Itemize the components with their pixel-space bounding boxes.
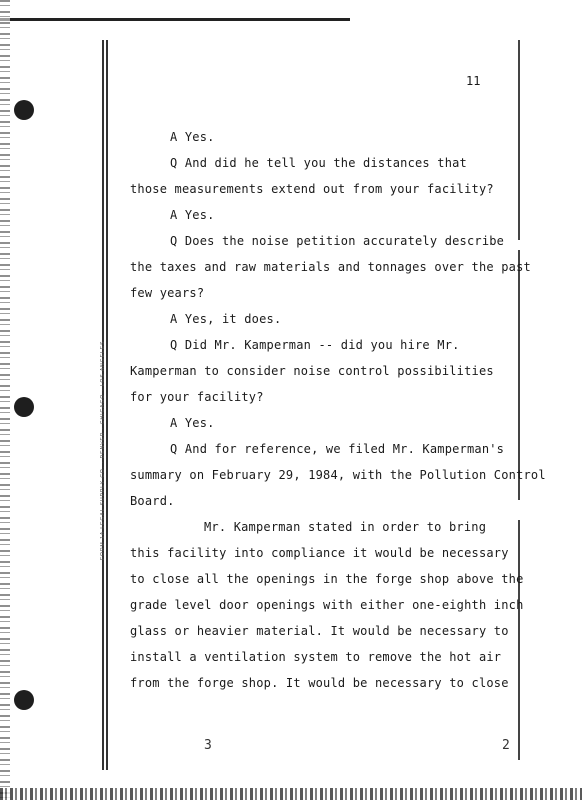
- transcript-line: A Yes, it does.: [170, 312, 282, 326]
- right-margin-line: [518, 520, 520, 760]
- transcript-line: few years?: [130, 286, 205, 300]
- transcript-line: for your facility?: [130, 390, 264, 404]
- transcript-line: Mr. Kamperman stated in order to bring: [204, 520, 487, 534]
- transcript-line: summary on February 29, 1984, with the Pollution Control: [130, 468, 546, 482]
- margin-line: [106, 40, 108, 770]
- transcript-line: Q Does the noise petition accurately describe: [170, 234, 505, 248]
- binder-hole-icon: [14, 397, 34, 417]
- margin-form-text: FORM 1A LEGAL SUPPLY CO. · DENVER · CHICAGO · LOS ANGELES: [100, 340, 106, 560]
- transcript-line: A Yes.: [170, 130, 215, 144]
- transcript-line: to close all the openings in the forge shop above the: [130, 572, 524, 586]
- binder-hole-icon: [14, 100, 34, 120]
- transcript-line: glass or heavier material. It would be necessary to: [130, 624, 509, 638]
- transcript-line: Board.: [130, 494, 175, 508]
- transcript-line: A Yes.: [170, 416, 215, 430]
- transcript-line: from the forge shop. It would be necessary to close: [130, 676, 509, 690]
- right-margin-line: [518, 40, 520, 240]
- binder-hole-icon: [14, 690, 34, 710]
- transcript-line: the taxes and raw materials and tonnages over the past: [130, 260, 531, 274]
- transcript-line: grade level door openings with either one-eighth inch: [130, 598, 524, 612]
- transcript-line: install a ventilation system to remove the hot air: [130, 650, 502, 664]
- transcript-line: Q And for reference, we filed Mr. Kamperman's: [170, 442, 505, 456]
- scan-edge-bottom: [0, 788, 582, 800]
- transcript-line: Q Did Mr. Kamperman -- did you hire Mr.: [170, 338, 460, 352]
- page-number: 11: [466, 74, 481, 88]
- transcript-line: Q And did he tell you the distances that: [170, 156, 467, 170]
- transcript-line: those measurements extend out from your facility?: [130, 182, 494, 196]
- right-margin-line: [518, 250, 520, 500]
- top-rule: [0, 18, 350, 21]
- transcript-line: A Yes.: [170, 208, 215, 222]
- footer-mark-right: 2: [502, 738, 510, 753]
- footer-mark-left: 3: [204, 738, 212, 753]
- transcript-line: this facility into compliance it would be necessary: [130, 546, 509, 560]
- scan-edge-left: [0, 0, 10, 800]
- transcript-line: Kamperman to consider noise control possibilities: [130, 364, 494, 378]
